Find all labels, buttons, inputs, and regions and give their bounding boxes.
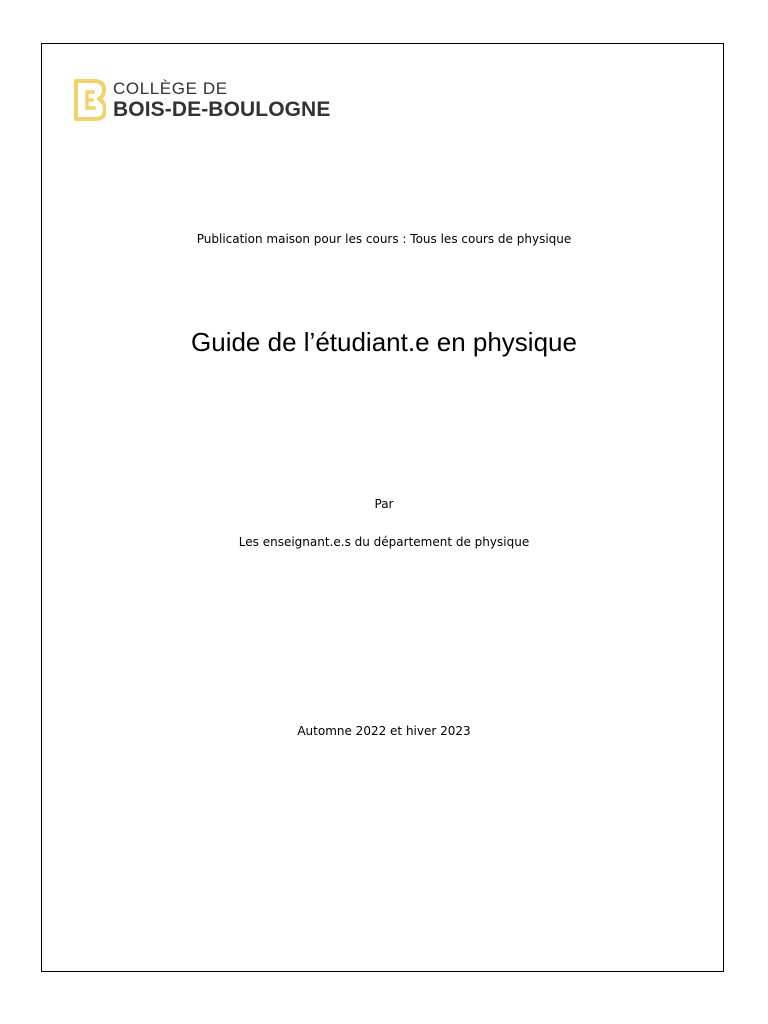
college-logo — [74, 79, 330, 121]
logo-line-college: COLLÈGE DE — [113, 79, 228, 98]
session-line: Automne 2022 et hiver 2023 — [297, 724, 471, 738]
publication-line: Publication maison pour les cours : Tous les cours de physique — [196, 232, 572, 246]
by-label: Par — [374, 497, 394, 511]
document-title: Guide de l’étudiant.e en physique — [191, 327, 577, 357]
logo-text — [113, 80, 330, 120]
b-monogram-icon — [74, 79, 106, 121]
authors-line: Les enseignant.e.s du département de physique — [238, 535, 530, 549]
logo-line-name: BOIS-DE-BOULOGNE — [113, 98, 331, 121]
